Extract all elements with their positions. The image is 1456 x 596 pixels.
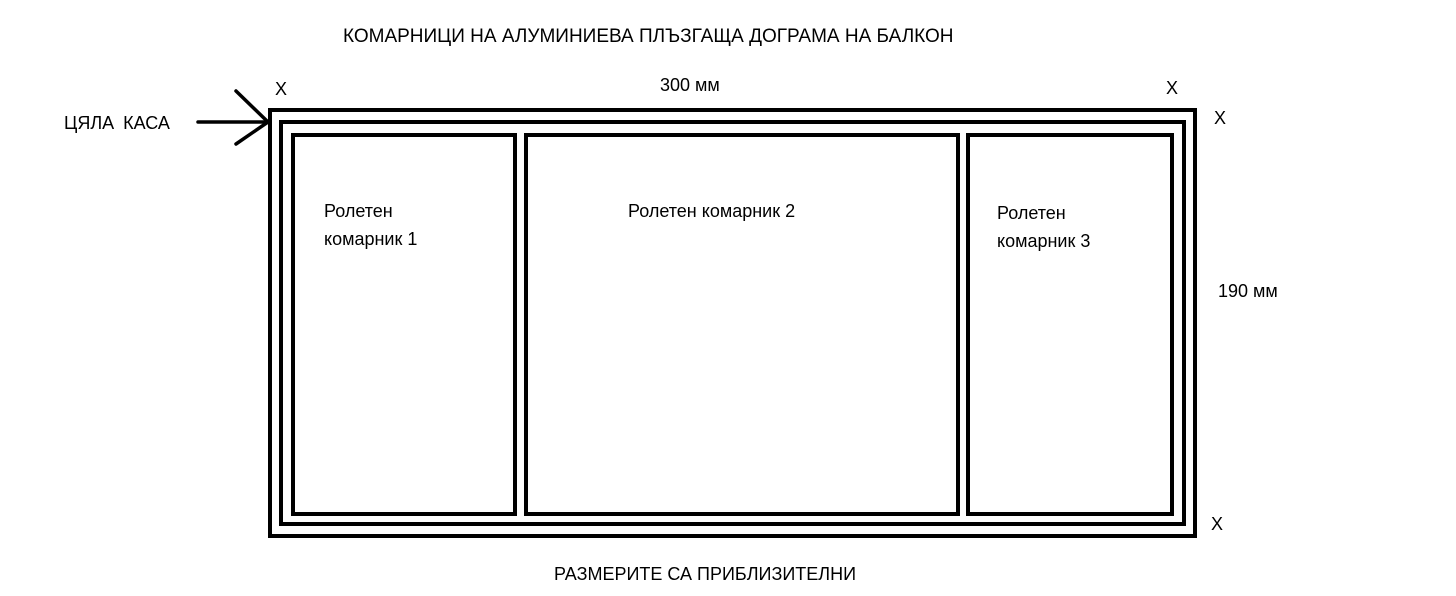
corner-mark-top-left: Х — [275, 79, 288, 99]
pane-3-label: Ролетен комарник 3 — [997, 203, 1091, 251]
corner-mark-top-right: Х — [1166, 78, 1179, 98]
pane-1-label: Ролетен комарник 1 — [324, 201, 418, 249]
pane-2-label: Ролетен комарник 2 — [628, 201, 796, 221]
corner-mark-right-top: Х — [1214, 108, 1227, 128]
frame-label: ЦЯЛА КАСА — [64, 113, 170, 133]
width-dimension-label: 300 мм — [660, 75, 720, 95]
pane-1 — [291, 133, 517, 516]
height-dimension-label: 190 мм — [1218, 281, 1278, 301]
corner-mark-right-bottom: Х — [1211, 514, 1224, 534]
arrow-icon — [0, 0, 300, 160]
footer-note: РАЗМЕРИТЕ СА ПРИБЛИЗИТЕЛНИ — [554, 564, 857, 584]
diagram-title: КОМАРНИЦИ НА АЛУМИНИЕВА ПЛЪЗГАЩА ДОГРАМА НА БАЛКОН — [343, 26, 954, 47]
pane-2 — [524, 133, 960, 516]
pane-3 — [966, 133, 1174, 516]
